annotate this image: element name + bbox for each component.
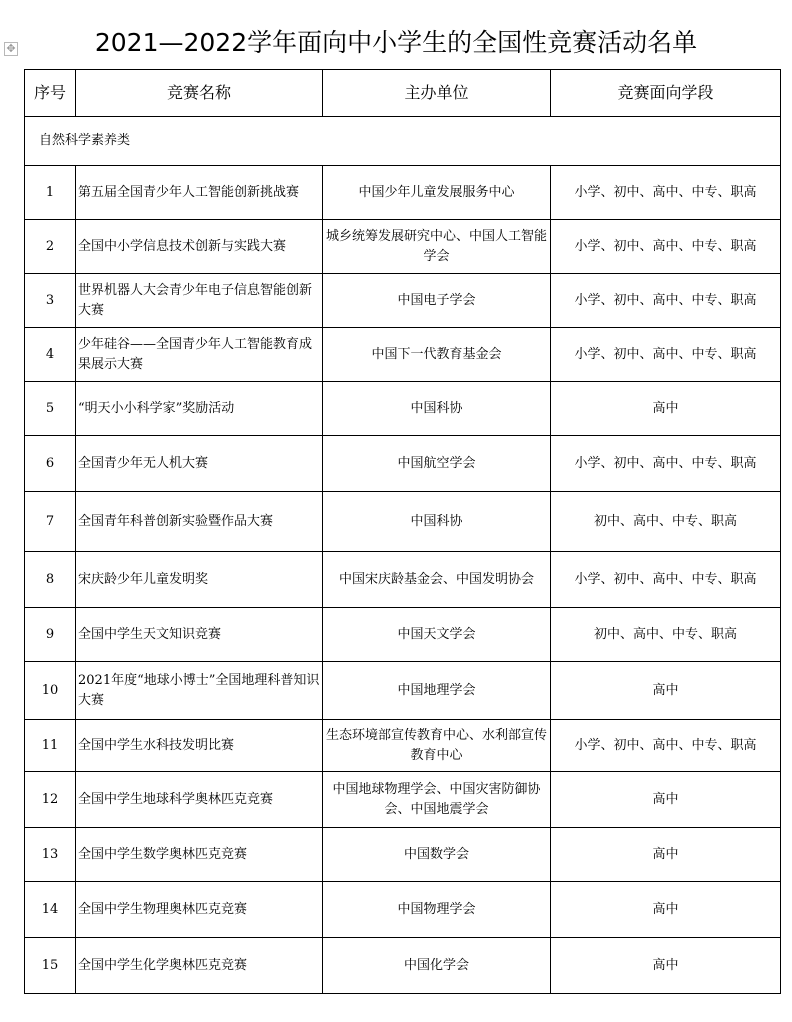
school-level: 高中 [551,662,781,720]
organizer: 中国航空学会 [323,436,551,492]
competition-name: 全国中小学信息技术创新与实践大赛 [76,220,323,274]
table-row [25,772,781,828]
header-organizer: 主办单位 [323,70,551,117]
row-number: 15 [25,938,76,994]
school-level: 高中 [551,382,781,436]
school-level: 高中 [551,828,781,882]
competition-name: 全国中学生物理奥林匹克竞赛 [76,882,323,938]
row-number: 4 [25,328,76,382]
table-row [25,382,781,436]
row-number: 10 [25,662,76,720]
competition-name: 世界机器人大会青少年电子信息智能创新大赛 [76,274,323,328]
table-row [25,720,781,772]
row-number: 5 [25,382,76,436]
table-move-handle-icon[interactable]: ✥ [4,42,18,56]
competition-name: 全国中学生水科技发明比赛 [76,720,323,772]
table-row [25,828,781,882]
table-row [25,220,781,274]
school-level: 小学、初中、高中、中专、职高 [551,274,781,328]
row-number: 8 [25,552,76,608]
organizer: 生态环境部宣传教育中心、水利部宣传教育中心 [323,720,551,772]
organizer: 中国下一代教育基金会 [323,328,551,382]
school-level: 初中、高中、中专、职高 [551,608,781,662]
organizer: 中国科协 [323,382,551,436]
organizer: 中国宋庆龄基金会、中国发明协会 [323,552,551,608]
competition-name: 全国青年科普创新实验暨作品大赛 [76,492,323,552]
organizer: 中国地理学会 [323,662,551,720]
organizer: 中国数学会 [323,828,551,882]
school-level: 高中 [551,882,781,938]
competition-name: 全国中学生天文知识竞赛 [76,608,323,662]
competition-name: 第五届全国青少年人工智能创新挑战赛 [76,166,323,220]
header-school-level: 竞赛面向学段 [551,70,781,117]
school-level: 小学、初中、高中、中专、职高 [551,436,781,492]
organizer: 中国科协 [323,492,551,552]
competition-name: 全国中学生数学奥林匹克竞赛 [76,828,323,882]
competition-table [24,69,781,994]
organizer: 中国少年儿童发展服务中心 [323,166,551,220]
header-competition-name: 竞赛名称 [76,70,323,117]
school-level: 小学、初中、高中、中专、职高 [551,328,781,382]
organizer: 中国化学会 [323,938,551,994]
row-number: 7 [25,492,76,552]
category-row [25,117,781,166]
competition-name: 全国中学生化学奥林匹克竞赛 [76,938,323,994]
competition-name: 宋庆龄少年儿童发明奖 [76,552,323,608]
organizer: 中国电子学会 [323,274,551,328]
table-header-row [25,70,781,117]
table-row [25,662,781,720]
table-row [25,328,781,382]
organizer: 中国物理学会 [323,882,551,938]
school-level: 小学、初中、高中、中专、职高 [551,220,781,274]
competition-name: 少年硅谷——全国青少年人工智能教育成果展示大赛 [76,328,323,382]
row-number: 9 [25,608,76,662]
row-number: 13 [25,828,76,882]
page-title: 2021—2022学年面向中小学生的全国性竞赛活动名单 [94,28,698,57]
organizer: 中国天文学会 [323,608,551,662]
organizer: 城乡统筹发展研究中心、中国人工智能学会 [323,220,551,274]
table-row [25,166,781,220]
school-level: 高中 [551,938,781,994]
row-number: 1 [25,166,76,220]
school-level: 小学、初中、高中、中专、职高 [551,720,781,772]
row-number: 3 [25,274,76,328]
row-number: 6 [25,436,76,492]
row-number: 12 [25,772,76,828]
competition-name: 全国青少年无人机大赛 [76,436,323,492]
competition-name: “明天小小科学家”奖励活动 [76,382,323,436]
table-row [25,552,781,608]
table-row [25,492,781,552]
table-row [25,608,781,662]
table-row [25,436,781,492]
school-level: 高中 [551,772,781,828]
school-level: 小学、初中、高中、中专、职高 [551,552,781,608]
school-level: 小学、初中、高中、中专、职高 [551,166,781,220]
school-level: 初中、高中、中专、职高 [551,492,781,552]
row-number: 11 [25,720,76,772]
header-number: 序号 [25,70,76,117]
table-row [25,882,781,938]
row-number: 2 [25,220,76,274]
table-row [25,938,781,994]
competition-name: 全国中学生地球科学奥林匹克竞赛 [76,772,323,828]
category-label: 自然科学素养类 [25,117,781,166]
row-number: 14 [25,882,76,938]
organizer: 中国地球物理学会、中国灾害防御协会、中国地震学会 [323,772,551,828]
table-row [25,274,781,328]
competition-name: 2021年度“地球小博士”全国地理科普知识大赛 [76,662,323,720]
